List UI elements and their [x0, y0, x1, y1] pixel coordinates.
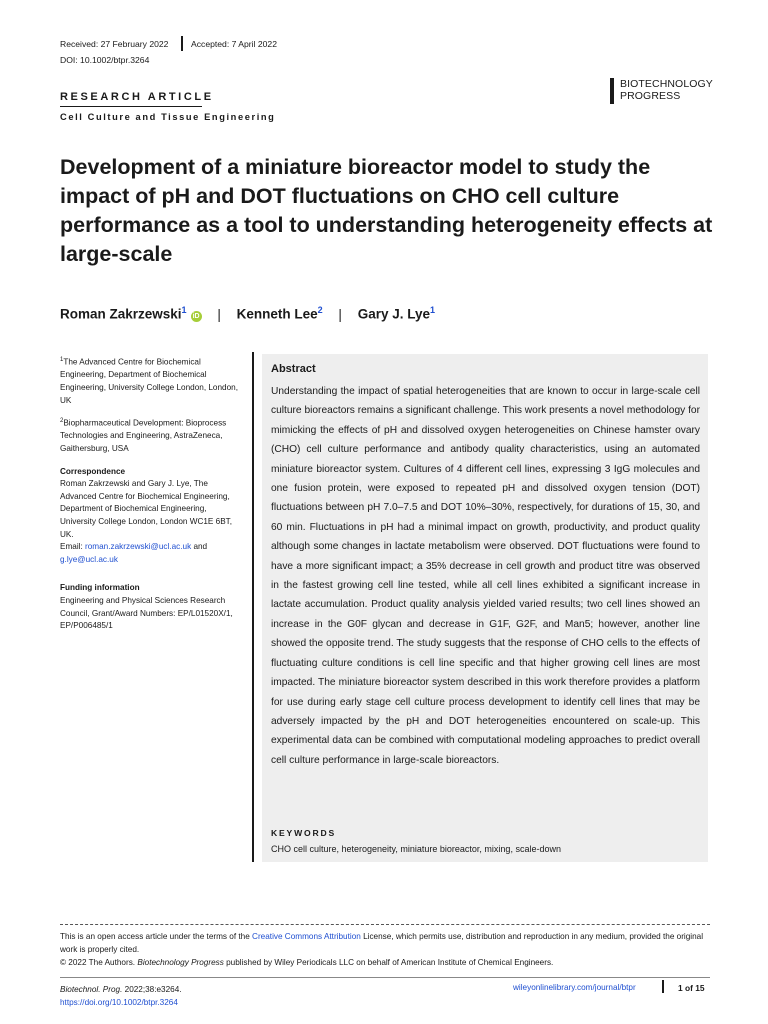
logo-bar	[610, 78, 614, 104]
left-info-column	[60, 354, 242, 633]
author-separator: |	[217, 306, 221, 322]
author-name[interactable]: Kenneth Lee	[236, 306, 318, 322]
received-date: Received: 27 February 2022	[60, 39, 169, 49]
license-notice	[60, 930, 720, 969]
article-title: Development of a miniature bioreactor model to study the impact of pH and DOT fluctuations on CHO cell culture performance as a tool to understanding heterogeneity effects at large-scale	[60, 155, 713, 266]
journal-url-link[interactable]: wileyonlinelibrary.com/journal/btpr	[513, 983, 636, 992]
author-name[interactable]: Gary J. Lye	[357, 306, 430, 322]
author-affiliation-mark[interactable]: 1	[429, 305, 435, 315]
affiliation-1: $^1$The Advanced Centre for Biochemical Engineering, Department of Biochemical Engineering, University College London, London, UK	[60, 357, 238, 405]
article-type: RESEARCH ARTICLE	[60, 91, 214, 103]
license-text: This is an open access article under the terms of the Creative Commons Attribution License, which permits use, distribution and reproduction in any medium, provided the original work is properly cited.	[60, 932, 704, 954]
footer-rule	[60, 977, 710, 978]
keywords-heading: KEYWORDS	[271, 828, 337, 838]
article-type-rule	[60, 106, 202, 107]
page-separator	[662, 980, 664, 993]
abstract-box	[262, 354, 708, 862]
email-link[interactable]: g.lye@ucl.ac.uk	[60, 554, 118, 564]
abstract-heading: Abstract	[271, 363, 316, 375]
correspondence-heading: Correspondence	[60, 466, 126, 476]
article-section: Cell Culture and Tissue Engineering	[60, 112, 276, 122]
funding-text: Engineering and Physical Sciences Research Council, Grant/Award Numbers: EP/L01520X/1, EP/P006485/1	[60, 595, 233, 631]
citation-text: Biotechnol. Prog. 2022;38:e3264.	[60, 985, 182, 994]
funding-heading: Funding information	[60, 583, 140, 593]
doi: DOI: 10.1002/btpr.3264	[60, 55, 150, 65]
correspondence-text: Roman Zakrzewski and Gary J. Lye, The Advanced Centre for Biochemical Engineering, Department of Biochemical Engineering, University College London, London WC1E 6BT, UK.	[60, 479, 233, 539]
header-separator	[181, 36, 183, 51]
logo-line-1: BIOTECHNOLOGY	[620, 78, 713, 90]
logo-text	[620, 79, 713, 102]
author-affiliation-mark[interactable]: 2	[317, 305, 323, 315]
author-list	[60, 305, 435, 322]
citation	[60, 983, 182, 1009]
orcid-icon[interactable]: iD	[192, 312, 200, 320]
doi-link[interactable]: https://doi.org/10.1002/btpr.3264	[60, 998, 178, 1007]
logo-line-2: PROGRESS	[620, 89, 681, 102]
email-link[interactable]: roman.zakrzewski@ucl.ac.uk	[85, 542, 192, 552]
copyright-text: © 2022 The Authors. Biotechnology Progress published by Wiley Periodicals LLC on behalf of American Institute of Chemical Engineers.	[60, 958, 554, 967]
page-number: 1 of 15	[678, 983, 705, 993]
license-link[interactable]: Creative Commons Attribution	[252, 932, 361, 941]
author-separator: |	[338, 306, 342, 322]
author-name[interactable]: Roman Zakrzewski	[60, 306, 182, 322]
author-affiliation-mark[interactable]: 1	[181, 305, 187, 315]
accepted-date: Accepted: 7 April 2022	[191, 39, 277, 49]
keywords-text: CHO cell culture, heterogeneity, miniature bioreactor, mixing, scale-down	[271, 844, 561, 854]
footer-dashed-rule	[60, 924, 710, 925]
affiliation-2: $^2$Biopharmaceutical Development: Bioprocess Technologies and Engineering, AstraZeneca, Gaithersburg, USA	[60, 418, 227, 454]
correspondence-email: Email: roman.zakrzewski@ucl.ac.uk and g.lye@ucl.ac.uk	[60, 542, 208, 564]
column-divider	[252, 352, 254, 862]
abstract-text: Understanding the impact of spatial heterogeneities that are known to occur in large-scale cell culture bioreactors remains a significant challenge. This work presents a novel methodology for mimicking the effects of pH and dissolved oxygen heterogeneities on Chinese hamster ovary (CHO) cell culture performance and antibody quality characteristics, using an automated miniature bioreactor system. Cultures of 4 different cell lines, expressing 3 IgG molecules and one fusion protein, were exposed to repeated pH and dissolved oxygen tension (DOT) fluctuations between pH 7.0–7.5 and DOT 10%–30%, respectively, for durations of 15, 30, and 60 min. Fluctuations in pH had a minimal impact on growth, productivity, and product quality although some changes in lactate metabolism were observed. DOT fluctuations were found to have a more significant impact; a 35% decrease in cell growth and product titre was observed in the fastest growing cell line tested, while all cell lines exhibited a significant increase in lactate accumulation. Product quality analysis yielded varied results; two cell lines showed an increase in the G0F glycan and decrease in G1F, G2F, and Man5; however, another line showed the opposite trend. The study suggests that the response of CHO cells to the effects of fluctuating culture conditions is cell line specific and that higher growing cell lines are most impacted. The miniature bioreactor system described in this work therefore provides a platform for use during early stage cell culture process development to identify cell lines that may be adversely impacted by the pH and DOT heterogeneities encountered on scale-up. This experimental data can be combined with computational modeling approaches to predict overall cell culture performance in large-scale bioreactors.	[271, 386, 700, 766]
